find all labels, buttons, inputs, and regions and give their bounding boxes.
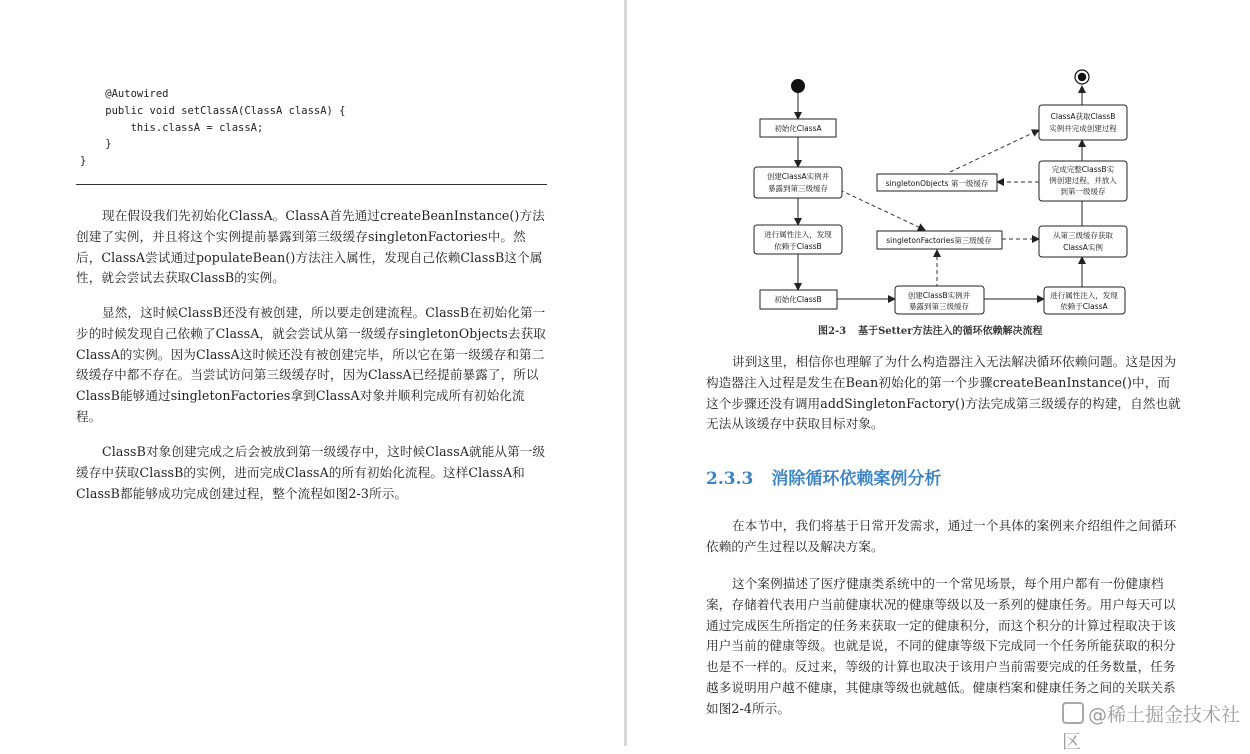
node-singleton-factories: singletonFactories第三级缓存	[886, 236, 992, 245]
node-inject-b-line-1: 进行属性注入，发现	[1050, 291, 1118, 300]
node-a-gets-b-line-1: ClassA获取ClassB	[1050, 112, 1116, 121]
figure-caption-text: 基于Setter方法注入的循环依赖解决流程	[858, 326, 1043, 337]
node-get-third-line-2: ClassA实例	[1063, 243, 1103, 252]
left-page	[0, 0, 624, 746]
node-complete-b-line-3: 到第一级缓存	[1060, 187, 1106, 196]
figure-caption-label: 图2-3	[818, 326, 847, 337]
node-create-b-line-2: 暴露到第三级缓存	[909, 302, 969, 311]
node-complete-b-line-1: 完成完整ClassB实	[1051, 165, 1115, 174]
right-paragraph-2: 在本节中，我们将基于日常开发需求，通过一个具体的案例来介绍组件之间循环依赖的产生过程以及解决方案。	[706, 518, 1177, 554]
right-paragraph-3: 这个案例描述了医疗健康类系统中的一个常见场景，每个用户都有一份健康档案，存储着代表用户当前健康状况的健康等级以及一系列的健康任务。用户每天可以通过完成医生所指定的任务来获取一定的健康积分，而这个积分的计算过程取决于该用户当前的健康等级。也就是说，不同的健康等级下完成同一个任务所能获取的积分也是不一样的。反过来，等级的计算也取决于该用户当前需要完成的任务数量，任务越多说明用户越不健康，其健康等级也就越低。健康档案和健康任务之间的关联关系如图2-4所示。	[706, 576, 1176, 716]
figure-caption	[818, 322, 1043, 337]
node-create-b-line-1: 创建ClassB实例并	[907, 291, 971, 300]
code-divider-rule	[76, 184, 547, 185]
watermark: @稀土掘金技术社区	[1062, 704, 1241, 753]
node-init-a: 初始化ClassA	[774, 124, 822, 133]
right-page	[627, 0, 1250, 753]
right-paragraph-1: 讲到这里，相信你也理解了为什么构造器注入无法解决循环依赖问题。这是因为构造器注入过程是发生在Bean初始化的第一个步骤createBeanInstance()中，而这个步骤还没有调用addSingletonFactory()方法完成第三级缓存的构建，自然也就无法从该缓存中获取目标对象。	[706, 354, 1181, 432]
start-node-icon	[791, 79, 805, 93]
left-paragraph-1: 现在假设我们先初始化ClassA。ClassA首先通过createBeanInstance()方法创建了实例，并且将这个实例提前暴露到第三级缓存singletonFactories中。然后，ClassA尝试通过populateBean()方法注入属性，发现自己依赖ClassB这个属性，就会尝试去获取ClassB的实例。	[76, 208, 545, 286]
node-inject-a-line-2: 依赖于ClassB	[774, 242, 822, 251]
diagram-nodes	[754, 105, 1127, 314]
node-create-a-line-2: 暴露到第三级缓存	[768, 184, 828, 193]
node-inject-b-line-2: 依赖于ClassA	[1060, 302, 1108, 311]
flow-diagram	[627, 0, 1250, 340]
section-number: 2.3.3	[706, 469, 754, 489]
node-get-third-line-1: 从第三级缓存获取	[1053, 231, 1113, 240]
node-a-gets-b-line-2: 实例并完成创建过程	[1049, 124, 1117, 133]
node-inject-a-line-1: 进行属性注入，发现	[764, 230, 832, 239]
node-create-a-line-1: 创建ClassA实例并	[766, 172, 830, 181]
left-paragraph-2: 显然，这时候ClassB还没有被创建，所以要走创建流程。ClassB在初始化第一步的时候发现自己依赖了ClassA，就会尝试从第一级缓存singletonObjects去获取ClassA的实例。因为ClassA这时候还没有被创建完毕，所以它在第一级缓存和第二级缓存中都不存在。当尝试访问第三级缓存时，因为ClassA已经提前暴露了，所以ClassB能够通过singletonFactories拿到ClassA对象并顺利完成所有初始化流程。	[76, 305, 546, 424]
code-snippet: @Autowired public void setClassA(ClassA classA) { this.classA = classA; } }	[80, 88, 346, 168]
section-title: 消除循环依赖案例分析	[771, 469, 942, 489]
node-complete-b-line-2: 例创建过程，并放入	[1049, 176, 1117, 185]
node-init-b: 初始化ClassB	[774, 295, 822, 304]
node-singleton-objects: singletonObjects 第一级缓存	[885, 179, 989, 188]
juejin-logo-icon	[1062, 702, 1084, 724]
section-heading	[706, 464, 941, 489]
left-paragraph-3: ClassB对象创建完成之后会被放到第一级缓存中，这时候ClassA就能从第一级缓存中获取ClassB的实例，进而完成ClassA的所有初始化流程。这样ClassA和ClassB都能够成功完成创建过程，整个流程如图2-3所示。	[76, 444, 546, 501]
